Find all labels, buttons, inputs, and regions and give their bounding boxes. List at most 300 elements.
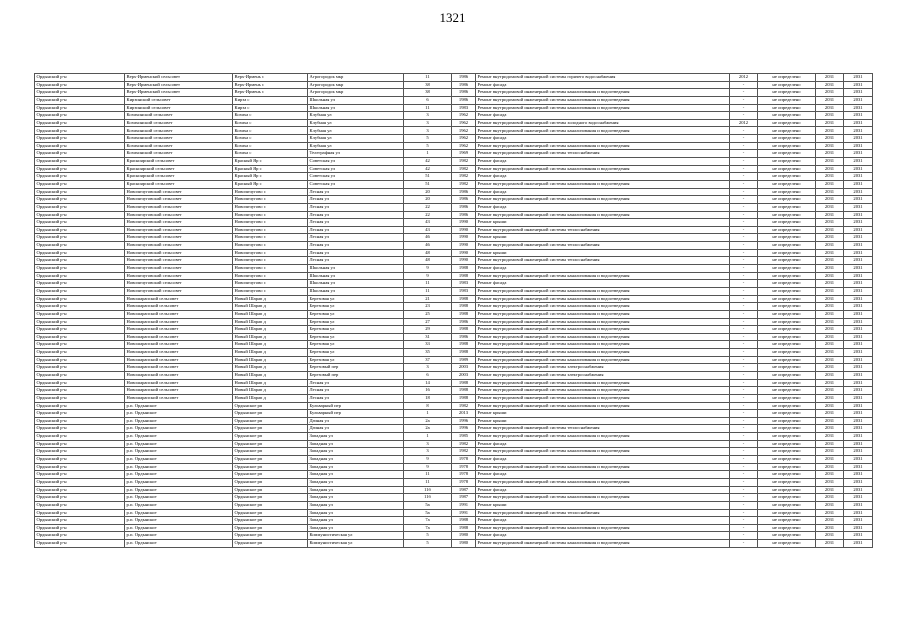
table-row <box>35 318 873 326</box>
cell-street: Березовая ул <box>308 303 404 311</box>
cell-plan-year: - <box>730 532 758 540</box>
cell-settlement: Новопичуговский сельсовет <box>125 287 233 295</box>
cell-house: 43 <box>404 219 452 227</box>
table-row <box>35 326 873 334</box>
cell-from: 2031 <box>816 417 844 425</box>
cell-from: 2031 <box>816 341 844 349</box>
cell-year: 1986 <box>452 211 476 219</box>
cell-locality: Ордынское рп <box>233 494 308 502</box>
cell-work: Ремонт фасада <box>476 173 730 181</box>
cell-plan-year: - <box>730 456 758 464</box>
cell-district: Ордынский р-н <box>35 463 125 471</box>
cell-from: 2031 <box>816 410 844 418</box>
cell-district: Ордынский р-н <box>35 104 125 112</box>
cell-to: 2031 <box>844 433 873 441</box>
cell-from: 2031 <box>816 89 844 97</box>
cell-year: 1985 <box>452 433 476 441</box>
cell-house: 6 <box>404 371 452 379</box>
cell-status: не определено <box>758 379 816 387</box>
cell-status: не определено <box>758 410 816 418</box>
cell-from: 2031 <box>816 356 844 364</box>
cell-from: 2031 <box>816 196 844 204</box>
cell-district: Ордынский р-н <box>35 448 125 456</box>
cell-district: Ордынский р-н <box>35 433 125 441</box>
table-row <box>35 494 873 502</box>
cell-locality: Ордынское рп <box>233 402 308 410</box>
cell-district: Ордынский р-н <box>35 517 125 525</box>
cell-to: 2031 <box>844 471 873 479</box>
cell-settlement: Новошарапский сельсовет <box>125 364 233 372</box>
cell-house: 9 <box>404 272 452 280</box>
cell-locality: Новопичугово с <box>233 287 308 295</box>
cell-house: 7а <box>404 524 452 532</box>
cell-status: не определено <box>758 188 816 196</box>
cell-plan-year: - <box>730 180 758 188</box>
cell-street: Советская ул <box>308 173 404 181</box>
cell-from: 2031 <box>816 394 844 402</box>
cell-settlement: р.п. Ордынское <box>125 433 233 441</box>
cell-from: 2031 <box>816 226 844 234</box>
cell-settlement: р.п. Ордынское <box>125 471 233 479</box>
cell-plan-year: - <box>730 81 758 89</box>
cell-status: не определено <box>758 142 816 150</box>
cell-settlement: Новошарапский сельсовет <box>125 318 233 326</box>
cell-locality: Ордынское рп <box>233 501 308 509</box>
table-row <box>35 532 873 540</box>
cell-house: 3 <box>404 119 452 127</box>
cell-district: Ордынский р-н <box>35 540 125 548</box>
table-row <box>35 81 873 89</box>
cell-locality: Новый Шарап д <box>233 371 308 379</box>
cell-plan-year: - <box>730 440 758 448</box>
table-row <box>35 74 873 82</box>
cell-settlement: р.п. Ордынское <box>125 448 233 456</box>
cell-plan-year: - <box>730 402 758 410</box>
cell-district: Ордынский р-н <box>35 486 125 494</box>
cell-district: Ордынский р-н <box>35 142 125 150</box>
cell-to: 2031 <box>844 509 873 517</box>
cell-work: Ремонт внутридомовой инженерной системы теплоснабжения <box>476 509 730 517</box>
cell-status: не определено <box>758 501 816 509</box>
cell-locality: Ордынское рп <box>233 463 308 471</box>
cell-district: Ордынский р-н <box>35 394 125 402</box>
cell-to: 2031 <box>844 532 873 540</box>
cell-district: Ордынский р-н <box>35 127 125 135</box>
cell-to: 2031 <box>844 249 873 257</box>
cell-to: 2031 <box>844 287 873 295</box>
cell-house: 11 <box>404 280 452 288</box>
cell-locality: Новопичугово с <box>233 249 308 257</box>
cell-work: Ремонт фасада <box>476 188 730 196</box>
cell-house: 21 <box>404 295 452 303</box>
cell-work: Ремонт внутридомовой инженерной системы канализования и водоотведения <box>476 127 730 135</box>
cell-locality: Красный Яр с <box>233 158 308 166</box>
cell-status: не определено <box>758 371 816 379</box>
cell-house: 11б <box>404 486 452 494</box>
table-row <box>35 287 873 295</box>
cell-from: 2031 <box>816 81 844 89</box>
cell-house: 46 <box>404 234 452 242</box>
cell-status: не определено <box>758 180 816 188</box>
table-row <box>35 265 873 273</box>
cell-status: не определено <box>758 425 816 433</box>
cell-district: Ордынский р-н <box>35 295 125 303</box>
cell-settlement: Новошарапский сельсовет <box>125 349 233 357</box>
cell-work: Ремонт внутридомовой инженерной системы канализования и водоотведения <box>476 333 730 341</box>
cell-settlement: Новошарапский сельсовет <box>125 394 233 402</box>
cell-work: Ремонт фасада <box>476 135 730 143</box>
cell-settlement: Новошарапский сельсовет <box>125 379 233 387</box>
cell-year: 1983 <box>452 287 476 295</box>
cell-plan-year: - <box>730 112 758 120</box>
cell-house: 42 <box>404 165 452 173</box>
cell-to: 2031 <box>844 265 873 273</box>
table-row <box>35 341 873 349</box>
cell-year: 1962 <box>452 127 476 135</box>
cell-street: Школьная ул <box>308 265 404 273</box>
cell-year: 1988 <box>452 265 476 273</box>
cell-to: 2031 <box>844 242 873 250</box>
cell-district: Ордынский р-н <box>35 318 125 326</box>
cell-house: 5 <box>404 532 452 540</box>
cell-to: 2031 <box>844 135 873 143</box>
cell-plan-year: - <box>730 310 758 318</box>
table-row <box>35 387 873 395</box>
cell-locality: Красный Яр с <box>233 180 308 188</box>
cell-status: не определено <box>758 104 816 112</box>
cell-work: Ремонт внутридомовой инженерной системы канализования и водоотведения <box>476 211 730 219</box>
cell-year: 1982 <box>452 165 476 173</box>
cell-settlement: р.п. Ордынское <box>125 478 233 486</box>
cell-street: Лесная ул <box>308 379 404 387</box>
cell-house: 51 <box>404 173 452 181</box>
cell-district: Ордынский р-н <box>35 265 125 273</box>
page-number: 1321 <box>439 10 466 25</box>
cell-to: 2031 <box>844 463 873 471</box>
cell-street: Лесная ул <box>308 226 404 234</box>
cell-house: 29 <box>404 326 452 334</box>
cell-status: не определено <box>758 532 816 540</box>
cell-settlement: Новопичуговский сельсовет <box>125 188 233 196</box>
cell-year: 1988 <box>452 341 476 349</box>
cell-locality: Козиха с <box>233 119 308 127</box>
cell-work: Ремонт внутридомовой инженерной системы канализования и водоотведения <box>476 448 730 456</box>
cell-from: 2031 <box>816 486 844 494</box>
cell-settlement: Новопичуговский сельсовет <box>125 257 233 265</box>
cell-settlement: Новопичуговский сельсовет <box>125 272 233 280</box>
cell-to: 2031 <box>844 486 873 494</box>
cell-work: Ремонт внутридомовой инженерной системы канализования и водоотведения <box>476 142 730 150</box>
cell-street: Телеграфная ул <box>308 150 404 158</box>
cell-plan-year: - <box>730 89 758 97</box>
cell-from: 2031 <box>816 165 844 173</box>
cell-street: Западная ул <box>308 486 404 494</box>
cell-year: 1962 <box>452 119 476 127</box>
cell-locality: Новый Шарап д <box>233 333 308 341</box>
cell-work: Ремонт внутридомовой инженерной системы теплоснабжения <box>476 425 730 433</box>
cell-district: Ордынский р-н <box>35 188 125 196</box>
cell-year: 1990 <box>452 234 476 242</box>
cell-work: Ремонт внутридомовой инженерной системы канализования и водоотведения <box>476 326 730 334</box>
table-row <box>35 478 873 486</box>
cell-settlement: Новопичуговский сельсовет <box>125 211 233 219</box>
cell-from: 2031 <box>816 448 844 456</box>
cell-from: 2031 <box>816 494 844 502</box>
cell-year: 1988 <box>452 272 476 280</box>
cell-plan-year: - <box>730 219 758 227</box>
cell-work: Ремонт внутридомовой инженерной системы канализования и водоотведения <box>476 196 730 204</box>
cell-plan-year: - <box>730 463 758 471</box>
cell-to: 2031 <box>844 81 873 89</box>
cell-street: Клубная ул <box>308 119 404 127</box>
cell-street: Березовый пер <box>308 371 404 379</box>
cell-year: 2013 <box>452 410 476 418</box>
cell-year: 1987 <box>452 486 476 494</box>
cell-year: 1989 <box>452 356 476 364</box>
cell-status: не определено <box>758 135 816 143</box>
cell-year: 1988 <box>452 326 476 334</box>
cell-settlement: Козихинский сельсовет <box>125 119 233 127</box>
cell-district: Ордынский р-н <box>35 249 125 257</box>
cell-work: Ремонт внутридомовой инженерной системы электроснабжения <box>476 371 730 379</box>
cell-status: не определено <box>758 287 816 295</box>
cell-locality: Ордынское рп <box>233 425 308 433</box>
cell-district: Ордынский р-н <box>35 280 125 288</box>
table-row <box>35 135 873 143</box>
cell-work: Ремонт внутридомовой инженерной системы канализования и водоотведения <box>476 379 730 387</box>
cell-house: 5 <box>404 142 452 150</box>
cell-from: 2031 <box>816 310 844 318</box>
cell-status: не определено <box>758 387 816 395</box>
table-row <box>35 96 873 104</box>
cell-to: 2031 <box>844 417 873 425</box>
cell-street: Агрогородок мкр <box>308 89 404 97</box>
cell-district: Ордынский р-н <box>35 112 125 120</box>
cell-locality: Новопичугово с <box>233 272 308 280</box>
cell-status: не определено <box>758 150 816 158</box>
cell-street: Коммунистическая ул <box>308 540 404 548</box>
cell-plan-year: - <box>730 265 758 273</box>
cell-plan-year: - <box>730 303 758 311</box>
cell-status: не определено <box>758 471 816 479</box>
cell-locality: Кирза с <box>233 104 308 112</box>
cell-status: не определено <box>758 203 816 211</box>
cell-settlement: р.п. Ордынское <box>125 456 233 464</box>
cell-year: 1988 <box>452 303 476 311</box>
cell-plan-year: - <box>730 387 758 395</box>
cell-to: 2031 <box>844 257 873 265</box>
cell-street: Березовый пер <box>308 364 404 372</box>
table-row <box>35 356 873 364</box>
cell-to: 2031 <box>844 524 873 532</box>
cell-to: 2031 <box>844 478 873 486</box>
cell-year: 1988 <box>452 517 476 525</box>
cell-locality: Новый Шарап д <box>233 303 308 311</box>
cell-work: Ремонт фасада <box>476 112 730 120</box>
cell-year: 1982 <box>452 173 476 181</box>
cell-house: 6 <box>404 96 452 104</box>
cell-year: 1988 <box>452 349 476 357</box>
cell-settlement: Новошарапский сельсовет <box>125 310 233 318</box>
cell-from: 2031 <box>816 142 844 150</box>
cell-street: Советская ул <box>308 158 404 166</box>
cell-work: Ремонт фасада <box>476 265 730 273</box>
cell-plan-year: - <box>730 371 758 379</box>
cell-from: 2031 <box>816 119 844 127</box>
table-row <box>35 158 873 166</box>
cell-settlement: р.п. Ордынское <box>125 501 233 509</box>
cell-plan-year: - <box>730 478 758 486</box>
cell-street: Западная ул <box>308 517 404 525</box>
cell-status: не определено <box>758 112 816 120</box>
cell-locality: Новый Шарап д <box>233 394 308 402</box>
cell-status: не определено <box>758 242 816 250</box>
cell-settlement: Новопичуговский сельсовет <box>125 280 233 288</box>
cell-locality: Ордынское рп <box>233 417 308 425</box>
cell-house: 18 <box>404 394 452 402</box>
cell-settlement: Верх-Ирменский сельсовет <box>125 89 233 97</box>
cell-locality: Ордынское рп <box>233 524 308 532</box>
cell-house: 25 <box>404 310 452 318</box>
cell-status: не определено <box>758 517 816 525</box>
cell-locality: Ордынское рп <box>233 456 308 464</box>
cell-year: 1962 <box>452 135 476 143</box>
cell-settlement: Козихинский сельсовет <box>125 112 233 120</box>
cell-to: 2031 <box>844 318 873 326</box>
cell-settlement: р.п. Ордынское <box>125 517 233 525</box>
cell-year: 1988 <box>452 295 476 303</box>
cell-settlement: Новошарапский сельсовет <box>125 356 233 364</box>
cell-plan-year: - <box>730 394 758 402</box>
cell-plan-year: - <box>730 226 758 234</box>
table-row <box>35 127 873 135</box>
cell-locality: Козиха с <box>233 142 308 150</box>
cell-work: Ремонт внутридомовой инженерной системы канализования и водоотведения <box>476 402 730 410</box>
cell-locality: Ордынское рп <box>233 517 308 525</box>
cell-year: 1990 <box>452 226 476 234</box>
cell-to: 2031 <box>844 440 873 448</box>
cell-locality: Новопичугово с <box>233 188 308 196</box>
cell-from: 2031 <box>816 173 844 181</box>
cell-plan-year: - <box>730 203 758 211</box>
cell-locality: Верх-Ирмень с <box>233 89 308 97</box>
cell-house: 42 <box>404 158 452 166</box>
cell-district: Ордынский р-н <box>35 303 125 311</box>
table-row <box>35 501 873 509</box>
cell-settlement: р.п. Ордынское <box>125 417 233 425</box>
cell-house: 5а <box>404 501 452 509</box>
cell-street: Лесная ул <box>308 196 404 204</box>
cell-from: 2031 <box>816 188 844 196</box>
table-row <box>35 234 873 242</box>
table-row <box>35 89 873 97</box>
cell-settlement: Новопичуговский сельсовет <box>125 219 233 227</box>
cell-street: Клубная ул <box>308 142 404 150</box>
cell-plan-year: - <box>730 486 758 494</box>
cell-work: Ремонт фасада <box>476 456 730 464</box>
cell-from: 2031 <box>816 219 844 227</box>
cell-work: Ремонт внутридомовой инженерной системы канализования и водоотведения <box>476 104 730 112</box>
cell-district: Ордынский р-н <box>35 135 125 143</box>
cell-street: Западная ул <box>308 524 404 532</box>
cell-year: 1962 <box>452 112 476 120</box>
cell-house: 11 <box>404 471 452 479</box>
table-row <box>35 180 873 188</box>
cell-street: Агрогородок мкр <box>308 81 404 89</box>
cell-to: 2031 <box>844 173 873 181</box>
cell-plan-year: - <box>730 410 758 418</box>
cell-locality: Новый Шарап д <box>233 387 308 395</box>
cell-work: Ремонт крыши <box>476 410 730 418</box>
cell-house: 2а <box>404 425 452 433</box>
cell-from: 2031 <box>816 249 844 257</box>
cell-settlement: Красноярский сельсовет <box>125 165 233 173</box>
cell-plan-year: - <box>730 127 758 135</box>
table-row <box>35 417 873 425</box>
cell-from: 2031 <box>816 104 844 112</box>
cell-street: Коммунистическая ул <box>308 532 404 540</box>
cell-house: 3 <box>404 448 452 456</box>
table-row <box>35 257 873 265</box>
cell-house: 5а <box>404 509 452 517</box>
cell-district: Ордынский р-н <box>35 532 125 540</box>
cell-house: 11 <box>404 74 452 82</box>
cell-work: Ремонт внутридомовой инженерной системы теплоснабжения <box>476 257 730 265</box>
cell-settlement: Новопичуговский сельсовет <box>125 249 233 257</box>
cell-settlement: Кирзинский сельсовет <box>125 104 233 112</box>
cell-settlement: р.п. Ордынское <box>125 540 233 548</box>
cell-work: Ремонт крыши <box>476 417 730 425</box>
cell-house: 46 <box>404 242 452 250</box>
cell-work: Ремонт внутридомовой инженерной системы канализования и водоотведения <box>476 96 730 104</box>
cell-house: 3 <box>404 440 452 448</box>
cell-district: Ордынский р-н <box>35 219 125 227</box>
table-row <box>35 310 873 318</box>
table-row <box>35 173 873 181</box>
cell-from: 2031 <box>816 150 844 158</box>
cell-street: Советская ул <box>308 165 404 173</box>
cell-status: не определено <box>758 494 816 502</box>
repair-registry-table <box>34 73 873 548</box>
cell-plan-year: - <box>730 433 758 441</box>
cell-status: не определено <box>758 158 816 166</box>
cell-from: 2031 <box>816 425 844 433</box>
cell-plan-year: - <box>730 150 758 158</box>
cell-plan-year: - <box>730 142 758 150</box>
cell-district: Ордынский р-н <box>35 96 125 104</box>
cell-from: 2031 <box>816 295 844 303</box>
cell-settlement: Кирзинский сельсовет <box>125 96 233 104</box>
cell-status: не определено <box>758 341 816 349</box>
cell-from: 2031 <box>816 517 844 525</box>
cell-settlement: Козихинский сельсовет <box>125 150 233 158</box>
cell-status: не определено <box>758 257 816 265</box>
cell-work: Ремонт внутридомовой инженерной системы канализования и водоотведения <box>476 524 730 532</box>
cell-work: Ремонт крыши <box>476 249 730 257</box>
cell-work: Ремонт крыши <box>476 501 730 509</box>
cell-to: 2031 <box>844 188 873 196</box>
cell-street: Западная ул <box>308 448 404 456</box>
cell-house: 27 <box>404 318 452 326</box>
cell-settlement: Новошарапский сельсовет <box>125 371 233 379</box>
cell-district: Ордынский р-н <box>35 81 125 89</box>
cell-year: 1980 <box>452 532 476 540</box>
cell-from: 2031 <box>816 540 844 548</box>
cell-work: Ремонт внутридомовой инженерной системы канализования и водоотведения <box>476 433 730 441</box>
cell-plan-year: - <box>730 341 758 349</box>
cell-year: 1990 <box>452 242 476 250</box>
cell-street: Лесная ул <box>308 394 404 402</box>
